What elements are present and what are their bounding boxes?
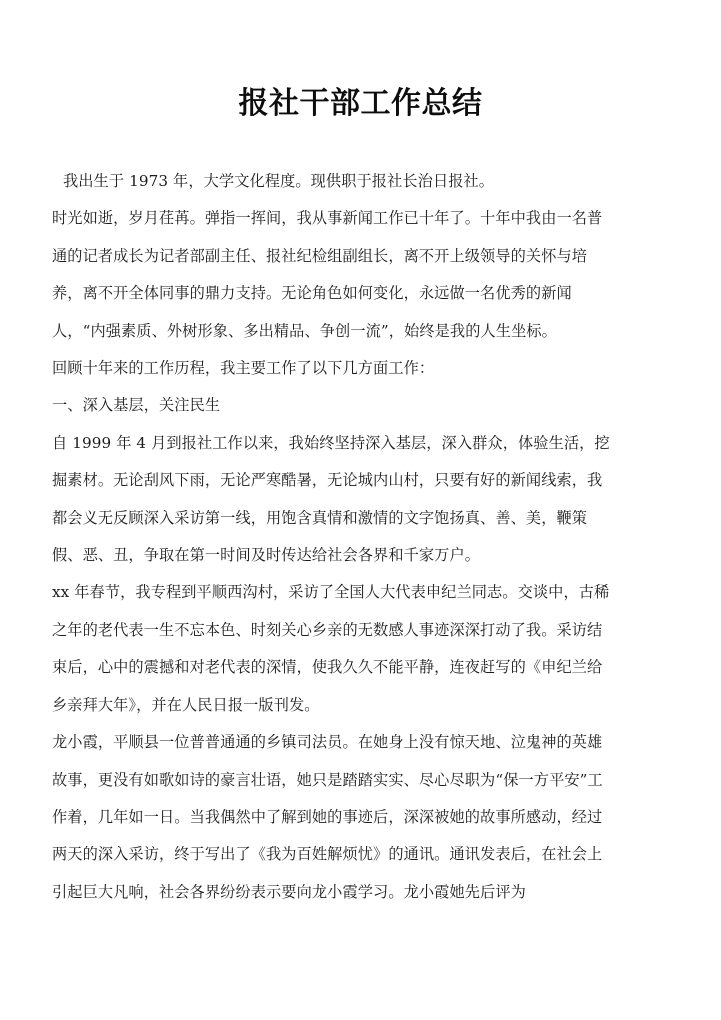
paragraph: 龙小霞，平顺县一位普普通通的乡镇司法员。在她身上没有惊天地、泣鬼神的英雄故事，更没有如歌如诗的豪言壮语，她只是踏踏实实、尽心尽职为“保一方平安”工作着，几年如一日。当我偶然中了解到她的事迹后，深深被她的故事所感动，经过两天的深入采访，终于写出了《我为百姓解烦忧》的通讯。通讯发表后，在社会上引起巨大凡响，社会各界纷纷表示要向龙小霞学习。龙小霞她先后评为 [52, 733, 603, 901]
paragraph-heading-section-one: 一、深入基层，关注民生 [52, 396, 221, 415]
paragraph: 时光如逝，岁月荏苒。弹指一挥间，我从事新闻工作已十年了。十年中我由一名普通的记者成长为记者部副主任、报社纪检组副组长，离不开上级领导的关怀与培养，离不开全体同事的鼎力支持。无论角色如何变化，永远做一名优秀的新闻人，“内强素质、外树形象、多出精品、争创一流”，始终是我的人生坐标。 [52, 209, 603, 340]
paragraph: 我出生于 1973 年，大学文化程度。现供职于报社长治日报社。 [63, 172, 495, 190]
paragraph: 自 1999 年 4 月到报社工作以来，我始终坚持深入基层，深入群众，体验生活，挖掘素材。无论刮风下雨，无论严寒酷暑，无论城内山村，只要有好的新闻线索，我都会义无反顾深入采访第一线，用饱含真情和激情的文字饱扬真、善、美，鞭策假、恶、丑，争取在第一时间及时传达给社会各界和千家万户。 [52, 433, 610, 565]
paragraph: xx 年春节，我专程到平顺西沟村，采访了全国人大代表申纪兰同志。交谈中，古稀之年的老代表一生不忘本色、时刻关心乡亲的无数感人事迹深深打动了我。采访结束后，心中的震撼和对老代表的深情，使我久久不能平静，连夜赶写的《申纪兰给乡亲拜大年》，并在人民日报一版刊发。 [52, 583, 610, 714]
paragraph: 回顾十年来的工作历程，我主要工作了以下几方面工作： [52, 359, 435, 378]
document-body [52, 163, 614, 911]
page-title: 报社干部工作总结 [238, 86, 483, 121]
